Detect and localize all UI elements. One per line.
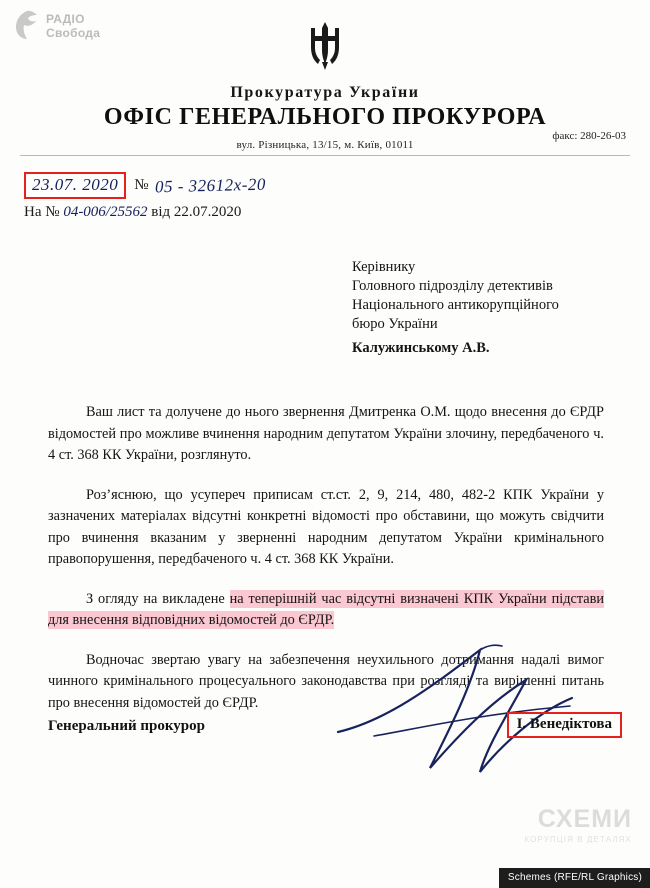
- organisation-line-2: ОФІС ГЕНЕРАЛЬНОГО ПРОКУРОРА: [103, 104, 547, 130]
- addressee-line-4: бюро України: [352, 316, 438, 332]
- reply-reference-row: [24, 204, 241, 221]
- signatory-name-box: І. Венедіктова: [507, 712, 622, 738]
- addressee-line-1: Керівнику: [352, 259, 416, 275]
- watermark-line-2: Свобода: [46, 26, 101, 40]
- registration-date-box: [24, 172, 126, 199]
- organisation-line-1: Прокуратура України: [230, 84, 420, 101]
- organisation-address: вул. Різницька, 13/15, м. Київ, 01011: [236, 139, 414, 151]
- number-symbol: №: [134, 177, 149, 193]
- body-paragraph-3-highlight: на теперішній час відсутні визначені КПК України підстави для внесення відповідних відомостей до ЄРДР.: [48, 590, 604, 628]
- schemy-subtitle: КОРУПЦІЯ В ДЕТАЛЯХ: [524, 835, 632, 844]
- letterhead-divider: [20, 155, 630, 156]
- registration-number: 05 - 32612х-20: [154, 174, 266, 196]
- schemy-watermark: [524, 805, 632, 844]
- body-paragraph-3: [48, 589, 604, 632]
- body-paragraph-2: Роз’яснюю, що усупереч приписам ст.ст. 2, 9, 214, 480, 482-2 КПК України у зазначених матеріалах відсутні конкретні відомості про обставини, що можуть свідчити про вчинення вказаним у зверненні народним депутатом України кримінального правопорушення, передбаченого ч. 4 ст. 368 КК України.: [48, 486, 604, 567]
- body-paragraph-4: Водночас звертаю увагу на забезпечення неухильного дотримання надалі вимог чинного кримінального процесуального законодавства при розгляді та вирішенні питань про внесення відомостей до ЄРДР.: [48, 651, 604, 711]
- addressee-block: [352, 258, 622, 358]
- radio-svoboda-bird-icon: [14, 10, 40, 40]
- reply-to-number: 04-006/25562: [63, 204, 148, 220]
- registration-row: [24, 172, 265, 199]
- schemy-title: СХЕМИ: [537, 805, 632, 833]
- body-paragraph-1: Ваш лист та долучене до нього звернення Дмитренка О.М. щодо внесення до ЄРДР відомостей про можливе вчинення народним депутатом України злочину, передбаченого ч. 4 ст. 368 КК України, розглянуто.: [48, 404, 604, 463]
- reply-to-date: 22.07.2020: [173, 204, 242, 220]
- addressee-line-3: Національного антикорупційного: [352, 297, 559, 313]
- fax-number: факс: 280-26-03: [552, 130, 626, 142]
- signatory-title: Генеральний прокурор: [48, 718, 205, 734]
- registration-date: 23.07. 2020: [32, 175, 119, 194]
- letter-body: [48, 402, 604, 732]
- reply-to-label: На №: [24, 204, 60, 220]
- addressee-name: Калужинському А.В.: [352, 340, 490, 356]
- watermark-line-1: РАДІО: [46, 12, 85, 26]
- ukraine-trident-emblem: [305, 20, 345, 72]
- rfe-rl-watermark: [14, 10, 100, 40]
- image-credit: Schemes (RFE/RL Graphics): [499, 868, 650, 888]
- body-paragraph-3-prefix: З огляду на викладене: [86, 590, 230, 607]
- reply-to-date-label: від: [151, 204, 171, 220]
- rfe-rl-watermark-text: [46, 10, 100, 40]
- addressee-line-2: Головного підрозділу детективів: [352, 278, 553, 294]
